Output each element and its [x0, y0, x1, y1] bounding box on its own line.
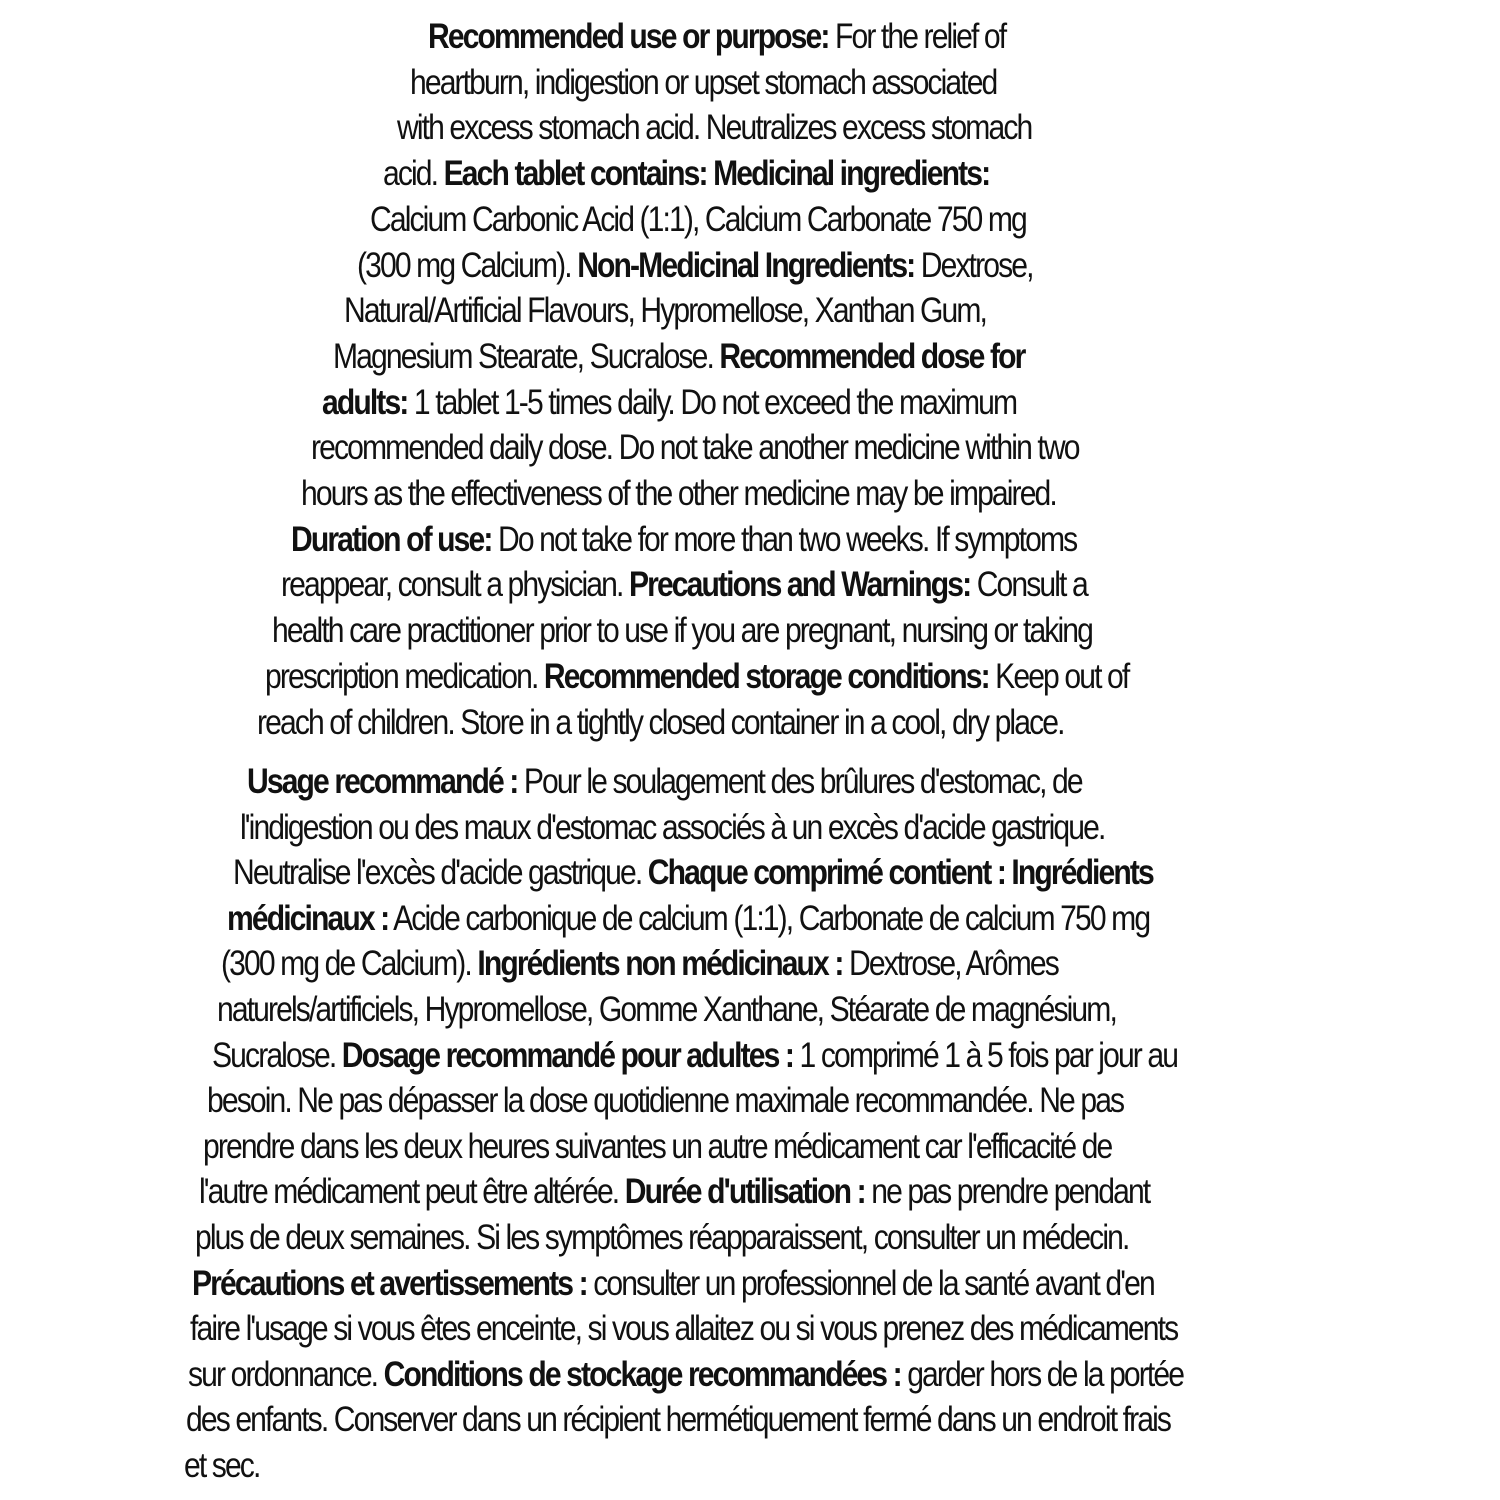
french-text-line [188, 1352, 1183, 1398]
section-heading: Duration of use: [291, 519, 492, 559]
section-heading: Usage recommandé : [247, 762, 518, 801]
body-text: Do not take for more than two weeks. If symptoms [491, 519, 1077, 559]
body-text: Calcium Carbonic Acid (1:1), Calcium Carbonate 750 mg [370, 199, 1026, 239]
body-text: Sucralose. [212, 1035, 342, 1075]
french-text-line [221, 941, 1058, 987]
english-text-line [272, 608, 1092, 654]
french-text-line [186, 1397, 1170, 1443]
english-text-line [291, 517, 1076, 563]
body-text: Magnesium Stearate, Sucralose. [333, 336, 720, 376]
body-text: Dextrose, Arômes [842, 944, 1058, 984]
french-text-line [190, 1306, 1177, 1352]
body-text: reappear, consult a physician. [281, 565, 629, 605]
english-text-line [344, 288, 986, 334]
body-text: Natural/Artificial Flavours, Hypromellose, Xanthan Gum, [344, 291, 987, 331]
body-text: 1 comprimé 1 à 5 fois par jour au [793, 1035, 1178, 1075]
english-text-line [428, 14, 1005, 60]
section-heading: Conditions de stockage recommandées : [383, 1354, 901, 1394]
section-heading: Precautions and Warnings: [628, 565, 971, 605]
body-text: ne pas prendre pendant [864, 1172, 1150, 1212]
body-text: (300 mg Calcium). [357, 245, 578, 285]
body-text: health care practitioner prior to use if you are pregnant, nursing or taking [272, 611, 1092, 651]
body-text: et sec. [184, 1446, 260, 1485]
french-text-line [233, 850, 1153, 896]
section-heading: Précautions et avertissements : [192, 1263, 587, 1303]
body-text: reach of children. Store in a tightly closed container in a cool, dry place. [257, 702, 1064, 742]
body-text: (300 mg de Calcium). [221, 944, 478, 984]
english-text-line [397, 105, 1031, 151]
french-text-line [217, 987, 1116, 1033]
french-text-line [207, 1078, 1123, 1124]
body-text: naturels/artificiels, Hypromellose, Gomme Xanthane, Stéarate de magnésium, [217, 990, 1116, 1029]
body-text: recommended daily dose. Do not take another medicine within two [311, 428, 1079, 468]
body-text: Neutralise l'excès d'acide gastrique. [233, 853, 648, 893]
body-text: hours as the effectiveness of the other medicine may be impaired. [301, 474, 1056, 513]
body-text: prescription medication. [265, 656, 544, 696]
section-heading: médicinaux : [227, 898, 389, 938]
body-text: For the relief of [828, 17, 1006, 56]
section-heading: Ingrédients non médicinaux : [477, 944, 843, 984]
french-text-line [199, 1169, 1149, 1215]
section-heading: Chaque comprimé contient : Ingrédients [647, 853, 1153, 893]
body-text: sur ordonnance. [188, 1354, 384, 1394]
body-text: l'autre médicament peut être altérée. [199, 1172, 625, 1212]
french-text-line [227, 896, 1149, 942]
body-text: Dextrose, [914, 245, 1033, 285]
section-heading: Recommended storage conditions: [543, 656, 989, 696]
body-text: with excess stomach acid. Neutralizes excess stomach [397, 108, 1032, 148]
english-text-line [265, 654, 1128, 700]
english-text-line [257, 700, 1064, 746]
body-text: acid. [383, 154, 444, 194]
english-text-line [322, 380, 1016, 426]
body-text: 1 tablet 1-5 times daily. Do not exceed the maximum [407, 382, 1017, 422]
french-text-line [195, 1215, 1128, 1261]
body-text: l'indigestion ou des maux d'estomac associés à un excès d'acide gastrique. [240, 807, 1105, 847]
french-text-line [184, 1443, 259, 1489]
section-heading: Dosage recommandé pour adultes : [341, 1035, 794, 1075]
body-text: heartburn, indigestion or upset stomach associated [410, 62, 997, 102]
body-text: faire l'usage si vous êtes enceinte, si vous allaitez ou si vous prenez des médicaments [190, 1309, 1178, 1349]
english-text-line [311, 425, 1079, 471]
body-text: garder hors de la portée [900, 1354, 1184, 1394]
body-text: Acide carbonique de calcium (1:1), Carbonate de calcium 750 mg [388, 898, 1150, 938]
body-text: Pour le soulagement des brûlures d'estomac, de [517, 762, 1082, 801]
french-text-line [192, 1261, 1154, 1307]
english-text-line [281, 562, 1087, 608]
section-heading: Non-Medicinal Ingredients: [577, 245, 915, 285]
section-heading: adults: [322, 382, 408, 422]
body-text: des enfants. Conserver dans un récipient hermétiquement fermé dans un endroit frais [186, 1400, 1171, 1440]
body-text: plus de deux semaines. Si les symptômes réapparaissent, consulter un médecin. [195, 1218, 1129, 1257]
english-text-line [301, 471, 1056, 517]
section-heading: Recommended use or purpose: [428, 17, 829, 56]
section-heading: Durée d'utilisation : [624, 1172, 865, 1212]
english-text-line [410, 60, 996, 106]
french-text-line [240, 805, 1104, 851]
body-text: Consult a [970, 565, 1087, 605]
english-text-line [357, 243, 1033, 289]
body-text: prendre dans les deux heures suivantes un autre médicament car l'efficacité de [203, 1126, 1112, 1166]
french-text-line [247, 759, 1082, 805]
french-text-line [203, 1124, 1111, 1170]
body-text: consulter un professionnel de la santé avant d'en [586, 1263, 1154, 1303]
english-text-line [370, 197, 1026, 243]
english-text-line [333, 334, 1024, 380]
english-text-line [383, 151, 989, 197]
section-heading: Each tablet contains: Medicinal ingredients: [443, 154, 990, 194]
body-text: besoin. Ne pas dépasser la dose quotidienne maximale recommandée. Ne pas [207, 1081, 1124, 1121]
french-text-line [212, 1033, 1177, 1079]
section-heading: Recommended dose for [719, 336, 1025, 376]
body-text: Keep out of [988, 656, 1129, 696]
